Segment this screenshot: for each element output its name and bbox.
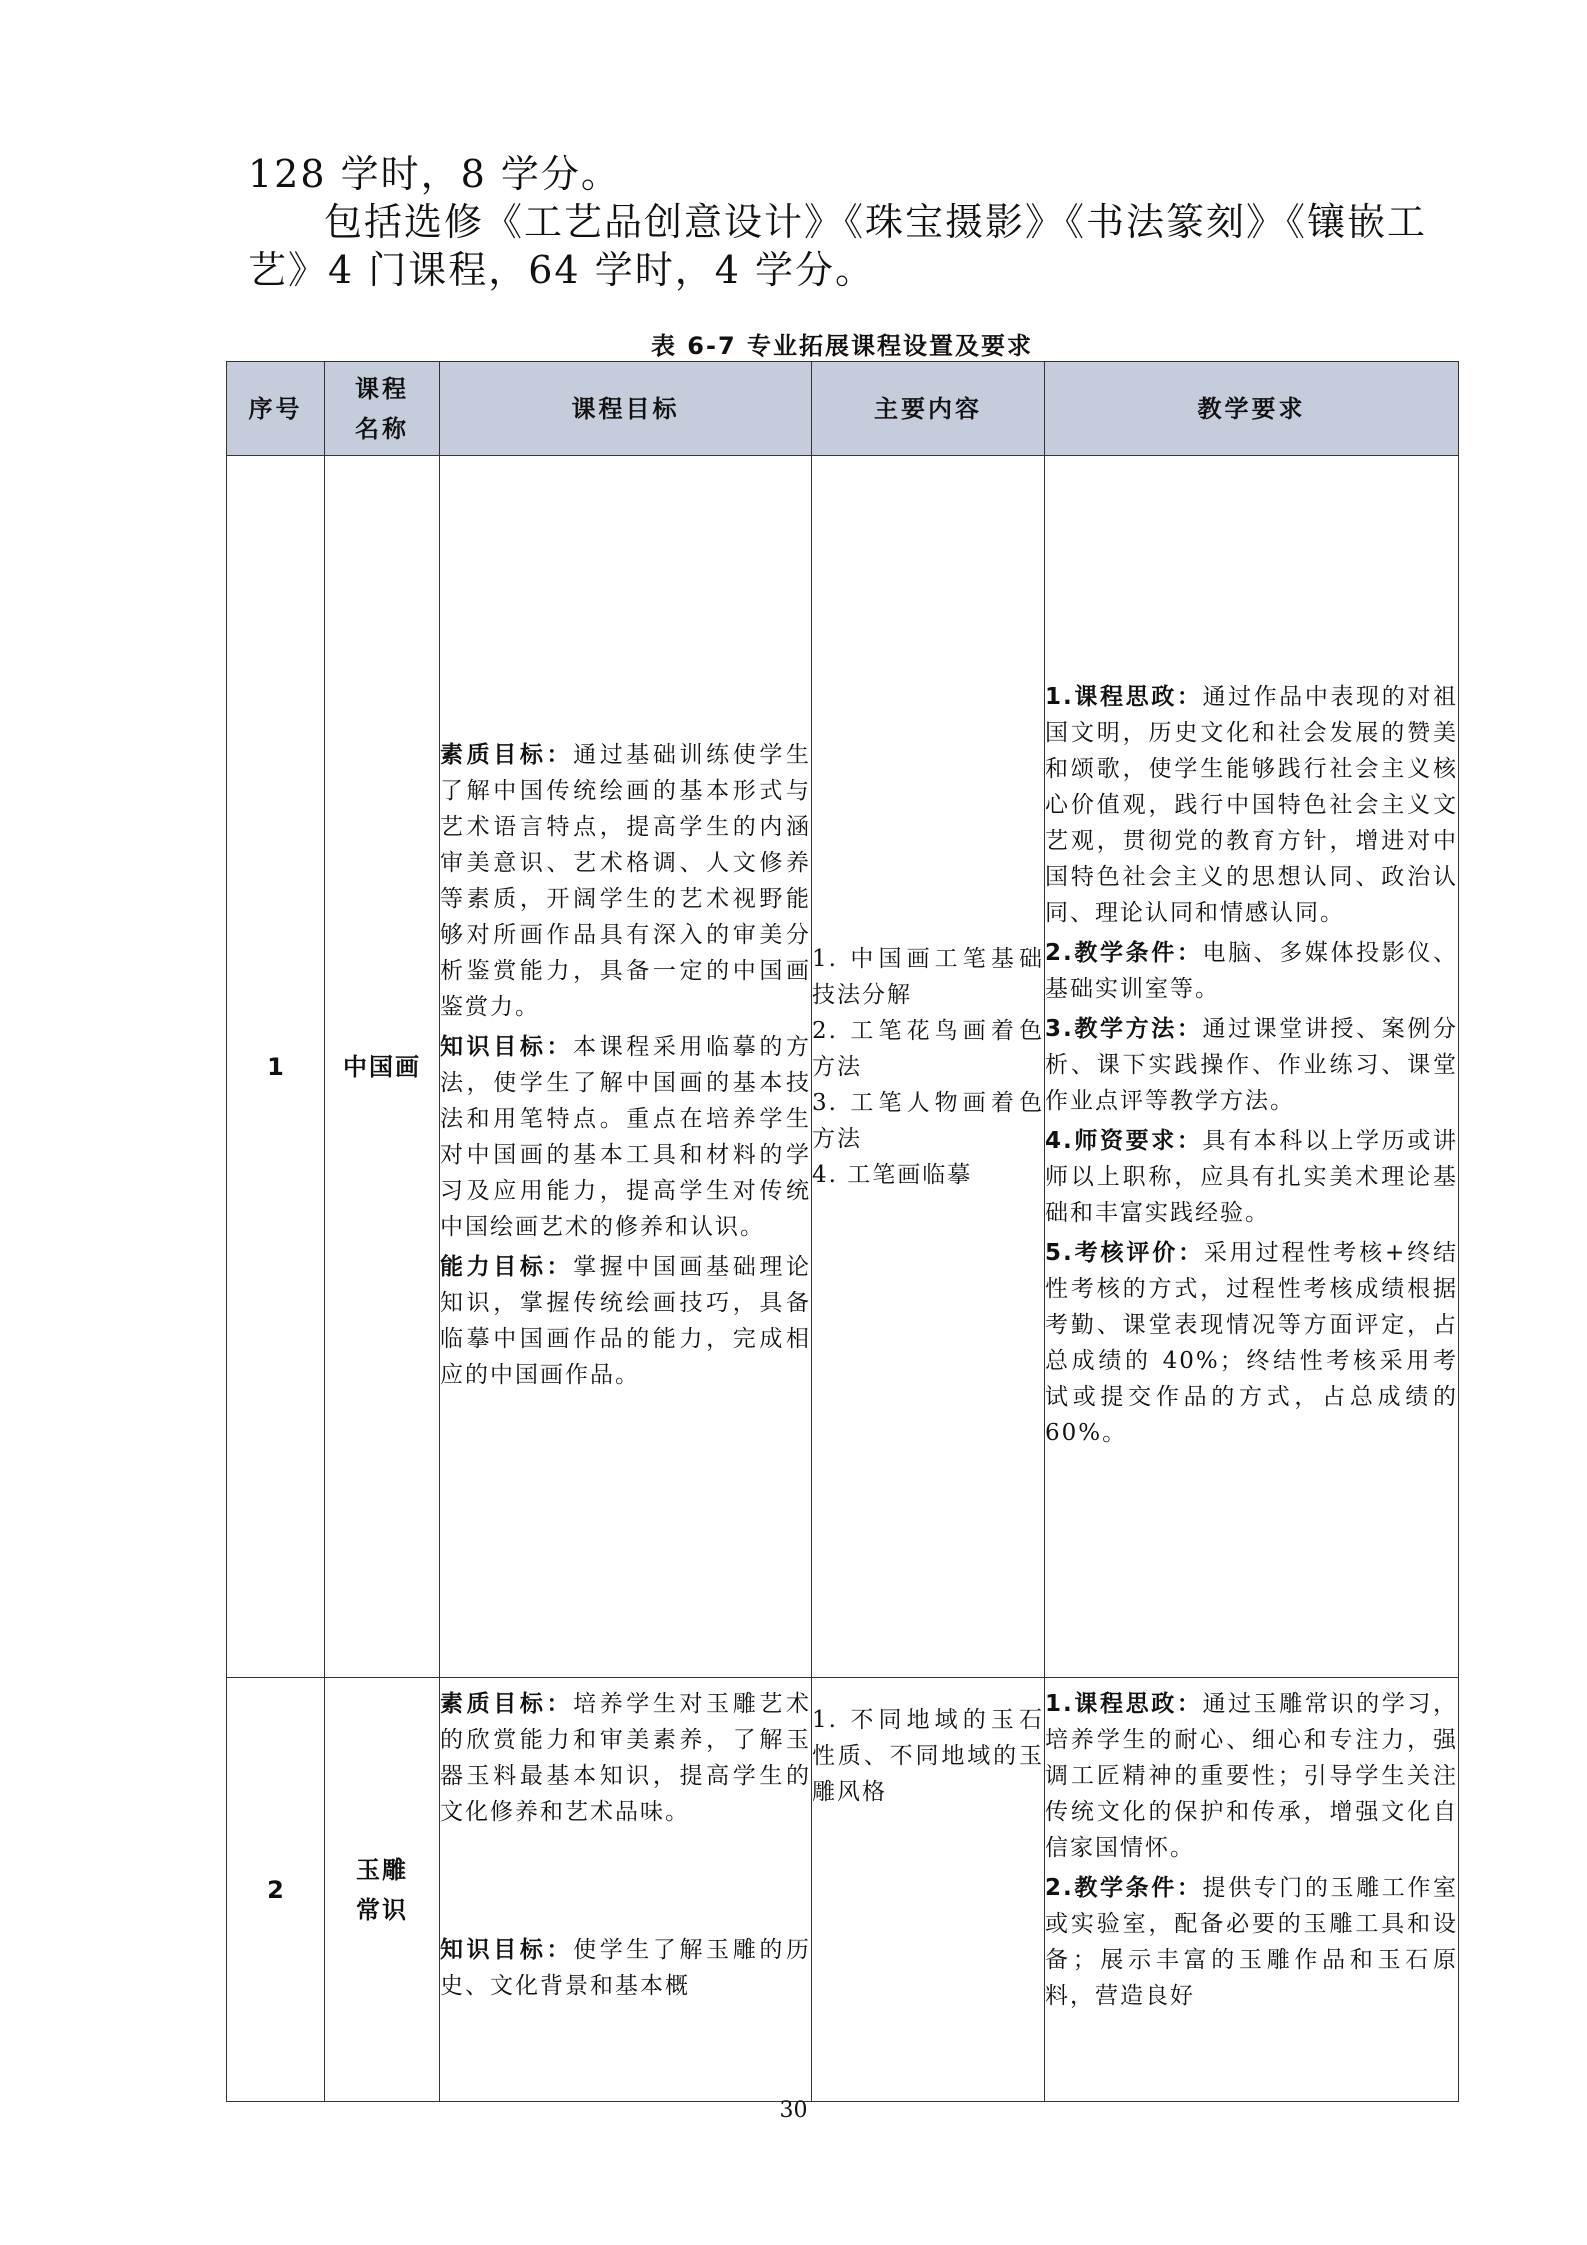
intro-line-1: 128 学时，8 学分。: [248, 152, 621, 196]
goal-label: 知识目标：: [440, 1937, 574, 1963]
goal-block: [440, 1686, 811, 1830]
intro-text: [248, 150, 1448, 294]
content-item: 1. 中国画工笔基础技法分解: [812, 945, 1044, 1008]
row-goals: [440, 1678, 812, 2102]
page-number: 30: [779, 2098, 808, 2123]
course-table: [226, 361, 1459, 2102]
goal-block: [440, 1932, 811, 2004]
row-index: 2: [227, 1678, 325, 2102]
goal-text: 本课程采用临摹的方法，使学生了解中国画的基本技法和用笔特点。重点在培养学生对中国画的基本工具和材料的学习及应用能力，提高学生对传统中国绘画艺术的修养和认识。: [440, 1033, 812, 1240]
requirement-label: 4.师资要求：: [1045, 1127, 1203, 1154]
table-row: [227, 456, 1459, 1678]
requirement-label: 1.课程思政：: [1045, 683, 1203, 710]
row-goals: [440, 456, 812, 1678]
requirement-text: 电脑、多媒体投影仪、 基础实训室等。: [1045, 939, 1459, 1002]
header-name: [325, 362, 440, 456]
requirement-block: [1045, 1011, 1458, 1119]
goal-text: 使学生了解玉雕的历史、文化背景和基本概: [440, 1937, 812, 1999]
header-requirement: 教学要求: [1045, 362, 1459, 456]
header-content: 主要内容: [812, 362, 1045, 456]
requirement-block: [1045, 1870, 1458, 2014]
requirement-text: 提供专门的玉雕工作室或实验室，配备必要的玉雕工具和设备；展示丰富的玉雕作品和玉石原料，营造良好: [1045, 1875, 1459, 2009]
table-header-row: [227, 362, 1459, 456]
header-index: 序号: [227, 362, 325, 456]
content-item: 2. 工笔花鸟画着色方法: [812, 1017, 1044, 1080]
goal-text: 掌握中国画基础理论知识，掌握传统绘画技巧，具备临摹中国画作品的能力，完成相应的中国画作品。: [440, 1253, 812, 1388]
table-row: [227, 1678, 1459, 2102]
requirement-label: 5.考核评价：: [1045, 1239, 1204, 1266]
requirement-text: 采用过程性考核+终结性考核的方式，过程性考核成绩根据考勤、课堂表现情况等方面评定，占总成绩的 40%；终结性考核采用考试或提交作品的方式，占总成绩的 60%。: [1045, 1239, 1458, 1446]
requirement-text: 通过玉雕常识的学习，培养学生的耐心、细心和专注力，强调工匠精神的重要性；引导学生关注传统文化的保护和传承，增强文化自信家国情怀。: [1045, 1691, 1459, 1861]
goal-label: 能力目标：: [440, 1253, 574, 1280]
requirement-label: 1.课程思政：: [1045, 1691, 1203, 1717]
row-course-name: 中国画: [325, 456, 440, 1678]
row-course-name-text: 玉雕常识: [356, 1855, 408, 1924]
row-index: 1: [227, 456, 325, 1678]
intro-paragraph-2: 包括选修《工艺品创意设计》《珠宝摄影》《书法篆刻》《镶嵌工艺》4 门课程，64 学时，4 学分。: [248, 200, 1428, 292]
requirement-block: [1045, 1235, 1458, 1451]
goal-block: [440, 1249, 811, 1393]
goal-text: 培养学生对玉雕艺术的欣赏能力和审美素养，了解玉器玉料最基本知识，提高学生的文化修养和艺术品味。: [440, 1691, 812, 1825]
goal-text: 通过基础训练使学生了解中国传统绘画的基本形式与艺术语言特点，提高学生的内涵审美意识、艺术格调、人文修养等素质，开阔学生的艺术视野能够对所画作品具有深入的审美分析鉴赏能力，具备一定的中国画鉴赏力。: [440, 741, 812, 1020]
requirement-block: [1045, 1686, 1458, 1866]
content-item: 4. 工笔画临摹: [812, 1161, 973, 1188]
requirement-block: [1045, 935, 1458, 1007]
table-caption: 表 6-7 专业拓展课程设置及要求: [650, 332, 1034, 360]
content-item: 3. 工笔人物画着色方法: [812, 1089, 1044, 1152]
requirement-label: 2.教学条件：: [1045, 1875, 1203, 1901]
goal-label: 知识目标：: [440, 1033, 574, 1060]
header-name-text: 课程名称: [355, 374, 409, 443]
goal-block: [440, 737, 811, 1025]
requirement-block: [1045, 679, 1458, 931]
requirement-text: 具有本科以上学历或讲师以上职称，应具有扎实美术理论基础和丰富实践经验。: [1045, 1127, 1459, 1226]
row-requirements: [1045, 456, 1459, 1678]
row-requirements: [1045, 1678, 1459, 2102]
requirement-block: [1045, 1123, 1458, 1231]
content-item: 1. 不同地域的玉石性质、不同地域的玉雕风格: [812, 1707, 1044, 1805]
goal-label: 素质目标：: [440, 1691, 574, 1717]
row-course-name: [325, 1678, 440, 2102]
goal-label: 素质目标：: [440, 741, 574, 768]
requirement-text: 通过作品中表现的对祖国文明，历史文化和社会发展的赞美和颂歌，使学生能够践行社会主义核心价值观，践行中国特色社会主义文艺观，贯彻党的教育方针，增进对中国特色社会主义的思想认同、政治认同、理论认同和情感认同。: [1045, 683, 1459, 926]
row-contents: [812, 1678, 1045, 2102]
requirement-label: 3.教学方法：: [1045, 1015, 1203, 1042]
requirement-text: 通过课堂讲授、案例分析、课下实践操作、作业练习、课堂作业点评等教学方法。: [1045, 1015, 1459, 1114]
header-goal: 课程目标: [440, 362, 812, 456]
row-contents: [812, 456, 1045, 1678]
goal-spacer: [440, 1834, 811, 1932]
goal-block: [440, 1029, 811, 1245]
requirement-label: 2.教学条件：: [1045, 939, 1203, 966]
